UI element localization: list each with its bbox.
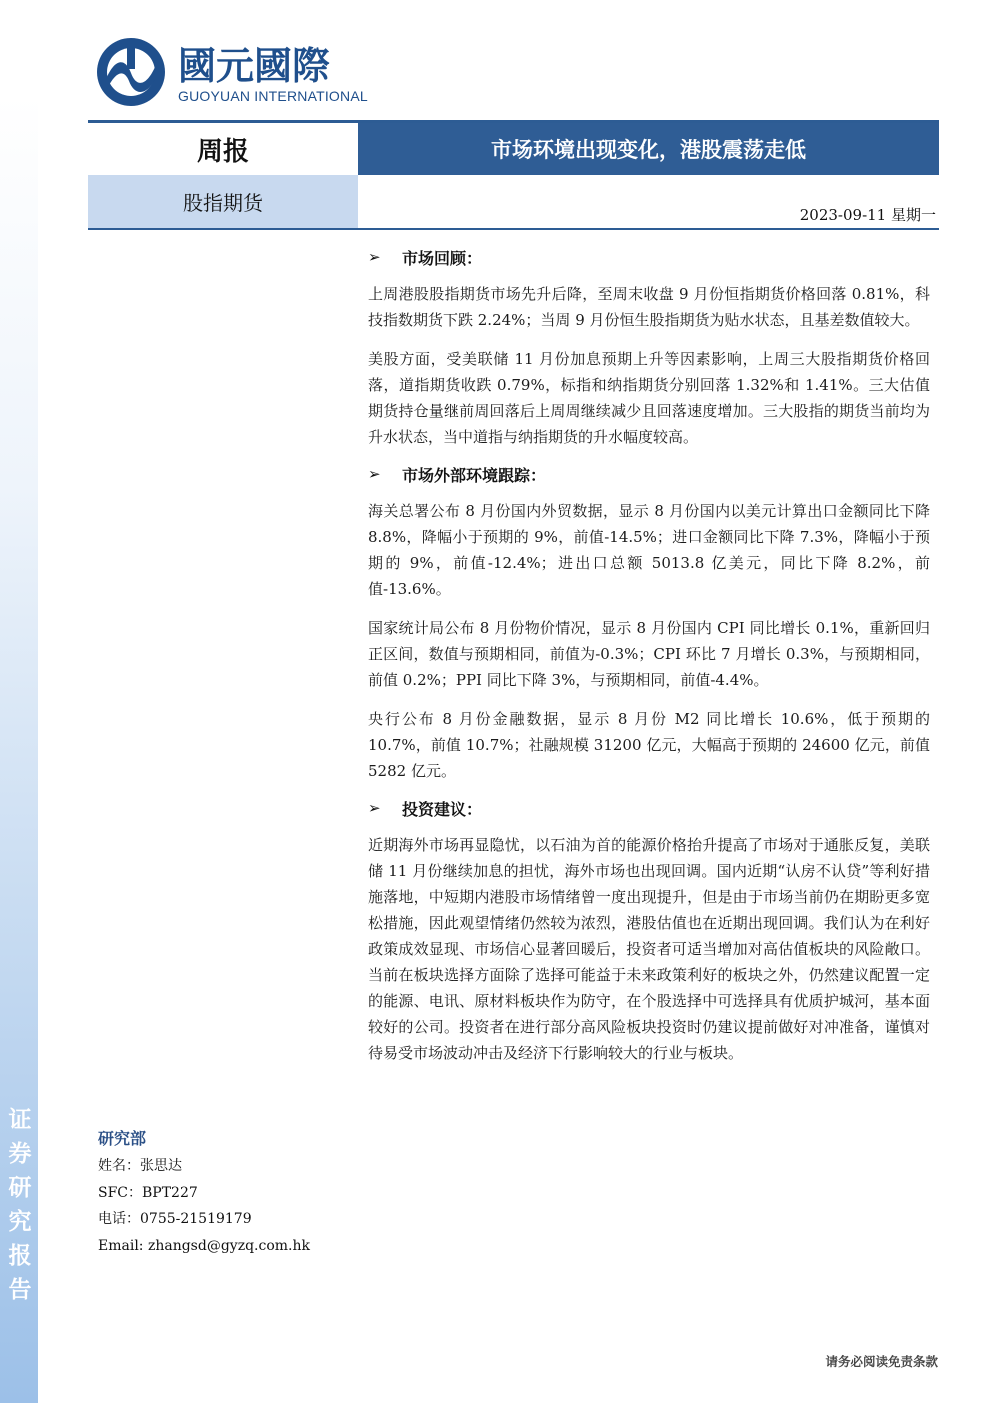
analyst-name: 姓名：张思达	[98, 1158, 182, 1174]
side-char: 报	[8, 1243, 32, 1269]
report-title: 市场环境出现变化，港股震荡走低	[358, 123, 939, 175]
logo-english-name: GUOYUAN INTERNATIONAL	[178, 88, 368, 104]
arrow-bullet-icon: ➢	[368, 799, 381, 817]
side-char: 告	[8, 1277, 32, 1303]
section-heading-text: 投资建议：	[402, 799, 483, 819]
research-dept-title: 研究部	[98, 1129, 147, 1148]
analyst-sfc: SFC：BPT227	[98, 1184, 198, 1201]
paragraph: 上周港股股指期货市场先升后降，至周末收盘 9 月份恒指期货价格回落 0.81%，科技指数期货下跌 2.24%；当周 9 月份恒生股指期货为贴水状态，且基差数值较大。	[368, 285, 930, 329]
paragraph: 央行公布 8 月份金融数据，显示 8 月份 M2 同比增长 10.6%，低于预期的 10.7%，前值 10.7%；社融规模 31200 亿元，大幅高于预期的 24600 亿元，前值 5282 亿元。	[368, 710, 930, 780]
section-heading-text: 市场外部环境跟踪：	[402, 465, 547, 485]
report-type: 周报	[196, 136, 249, 167]
side-vertical-label	[6, 1103, 34, 1307]
side-char: 券	[8, 1141, 32, 1167]
side-char: 证	[8, 1107, 32, 1133]
side-char: 研	[8, 1175, 32, 1201]
paragraph: 海关总署公布 8 月份国内外贸数据，显示 8 月份国内以美元计算出口金额同比下降 8.8%，降幅小于预期的 9%，前值-14.5%；进口金额同比下降 7.3%，降幅小于预期的 9%，前值-12.4%；进出口总额 5013.8 亿美元，同比下降 8.2%，前值-13.6%。	[368, 502, 930, 598]
header-bottom-rule	[88, 228, 939, 230]
report-body	[368, 243, 930, 1066]
section-heading	[368, 243, 930, 271]
section-heading-text: 市场回顾：	[402, 248, 483, 268]
analyst-phone: 电话：0755-21519179	[98, 1211, 252, 1227]
side-char: 究	[8, 1209, 32, 1235]
research-contact	[98, 1127, 310, 1259]
paragraph: 美股方面，受美联储 11 月份加息预期上升等因素影响，上周三大股指期货价格回落，道指期货收跌 0.79%，标指和纳指期货分别回落 1.32%和 1.41%。三大估值期货持仓量继前周回落后上周周继续减少且回落速度增加。三大股指的期货当前均为升水状态，当中道指与纳指期货的升水幅度较高。	[368, 350, 930, 446]
paragraph: 国家统计局公布 8 月份物价情况，显示 8 月份国内 CPI 同比增长 0.1%，重新回归正区间，数值与预期相同，前值为-0.3%；CPI 环比 7 月增长 0.3%，与预期相同，前值 0.2%；PPI 同比下降 3%，与预期相同，前值-4.4%。	[368, 619, 930, 689]
guoyuan-logo-icon	[96, 37, 166, 107]
logo-chinese-name: 國元國際	[178, 44, 331, 88]
paragraph: 近期海外市场再显隐忧，以石油为首的能源价格抬升提高了市场对于通胀反复，美联储 11 月份继续加息的担忧，海外市场也出现回调。国内近期“认房不认贷”等利好措施落地，中短期内港股市场情绪曾一度出现提升，但是由于市场当前仍在期盼更多宽松措施，因此观望情绪仍然较为浓烈，港股估值也在近期出现回调。我们认为在利好政策成效显现、市场信心显著回暖后，投资者可适当增加对高估值板块的风险敞口。当前在板块选择方面除了选择可能益于未来政策利好的板块之外，仍然建议配置一定的能源、电讯、原材料板块作为防守，在个股选择中可选择具有优质护城河，基本面较好的公司。投资者在进行部分高风险板块投资时仍建议提前做好对冲准备，谨慎对待易受市场波动冲击及经济下行影响较大的行业与板块。	[368, 836, 930, 1062]
disclaimer-note[interactable]: 请务必阅读免责条款	[825, 1354, 938, 1369]
report-category: 股指期货	[88, 175, 358, 228]
section-heading	[368, 460, 930, 488]
report-date: 2023-09-11 星期一	[799, 206, 936, 224]
arrow-bullet-icon: ➢	[368, 465, 381, 483]
arrow-bullet-icon: ➢	[368, 248, 381, 266]
section-heading	[368, 794, 930, 822]
analyst-email[interactable]: Email: zhangsd@gyzq.com.hk	[98, 1237, 310, 1254]
